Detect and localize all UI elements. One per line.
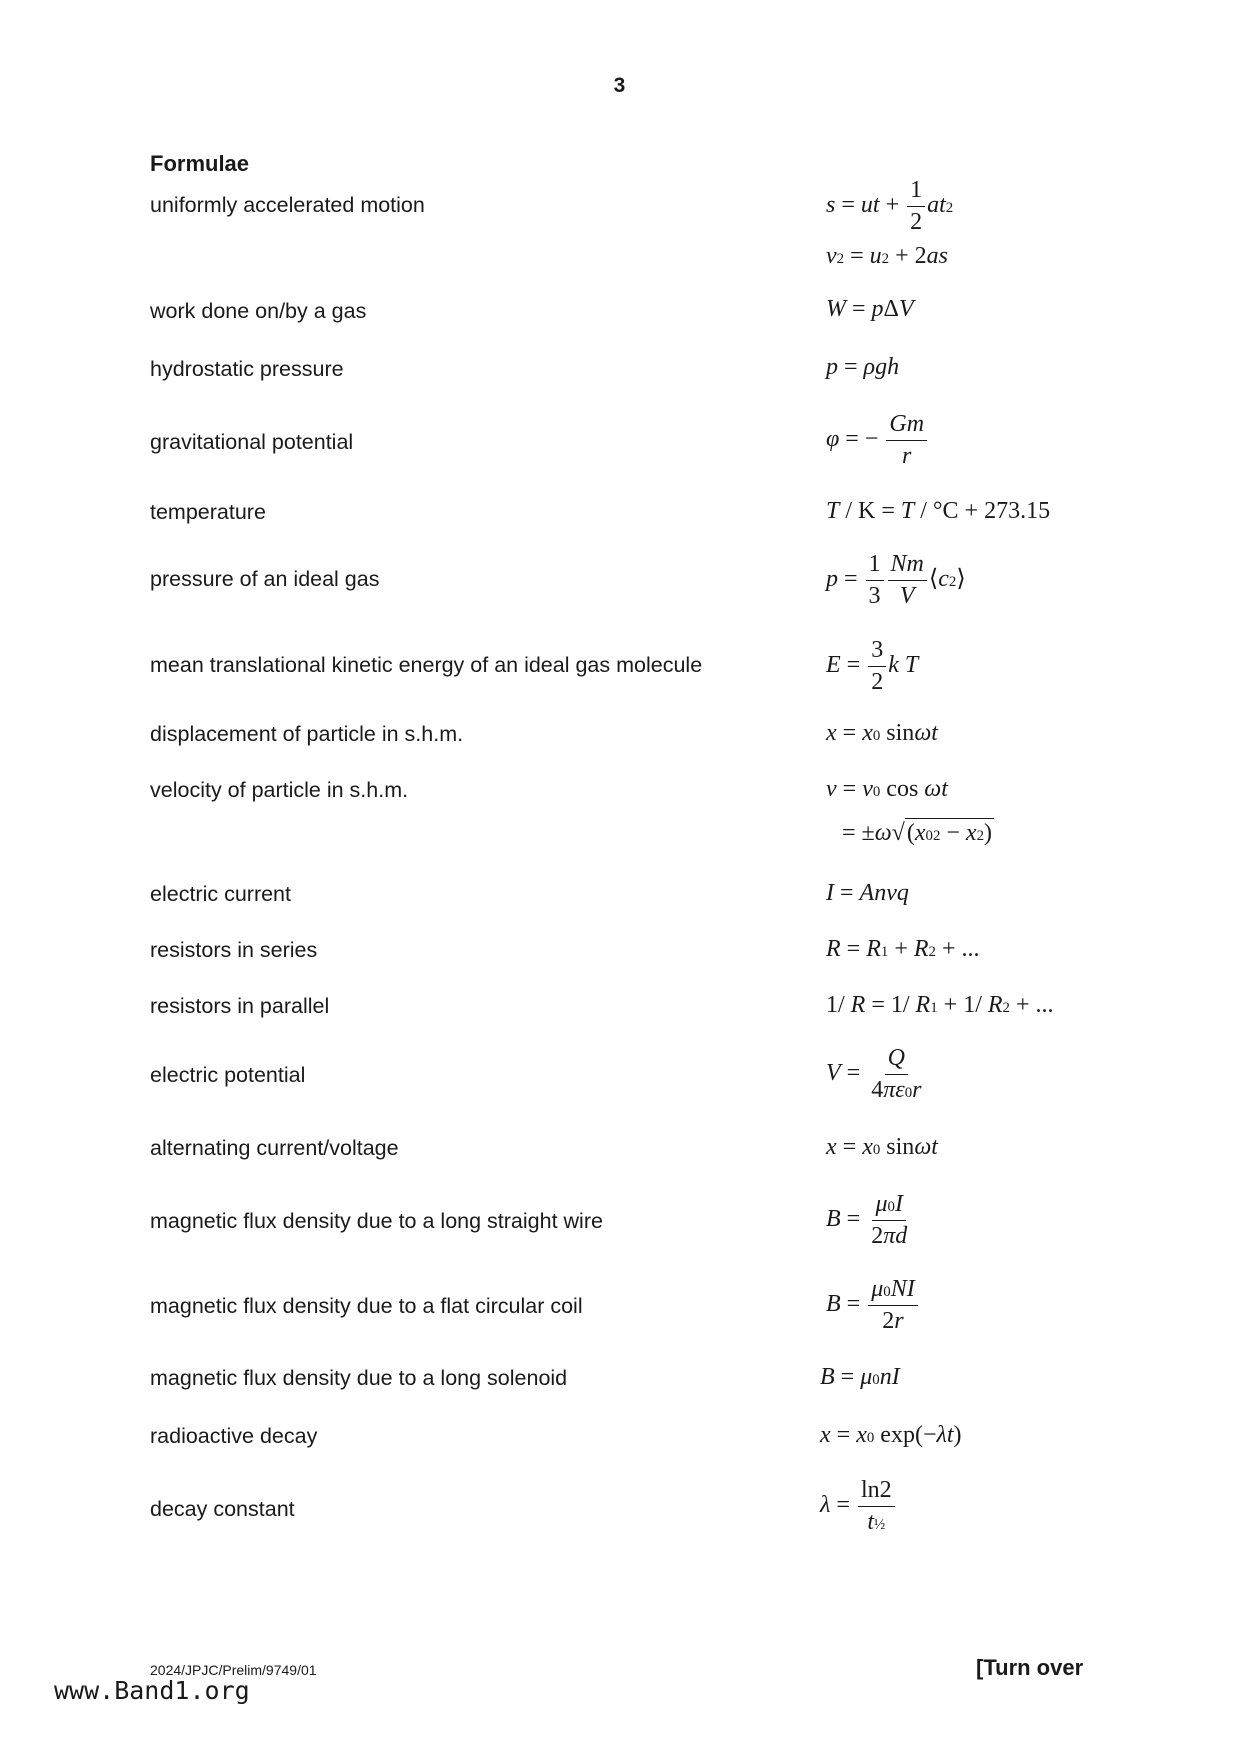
formula-label-flux-straight-wire: magnetic flux density due to a long straight wire: [150, 1209, 603, 1233]
formula-mean-kinetic-energy: E = $\frac{3}{2}$ k T: [826, 637, 919, 696]
formula-label-ideal-gas-pressure: pressure of an ideal gas: [150, 567, 380, 591]
formula-shm-displacement: $x = x_0$ sinωt: [826, 720, 938, 746]
formula-gravitational-potential: φ = − $\frac{Gm}{r}$: [826, 412, 929, 469]
formula-label-hydrostatic-pressure: hydrostatic pressure: [150, 357, 344, 381]
formula-ideal-gas-pressure: p = $\frac{1}{3}$ $\frac{Nm}{V}$ $⟨c^2⟩$: [826, 551, 966, 610]
formula-alternating-current: $x = x_0$ sinωt: [826, 1134, 938, 1160]
formula-label-electric-current: electric current: [150, 882, 291, 906]
formula-label-flux-solenoid: magnetic flux density due to a long solenoid: [150, 1366, 568, 1390]
formula-electric-potential: V = $\frac{Q}{4\pi\varepsilon_0r}$: [826, 1045, 922, 1104]
formula-resistors-parallel: 1/ R = 1/ $R_1 + 1/$ $R_2$ + ...: [826, 992, 1054, 1018]
formula-suvat-velocity: $v^2 = u^2 + 2as$: [826, 243, 948, 269]
formula-suvat-displacement: s = ut + $\frac{1}{2}$ $at^2$: [826, 177, 954, 236]
formula-label-gravitational-potential: gravitational potential: [150, 430, 354, 454]
formula-label-uniformly-accelerated-motion: uniformly accelerated motion: [150, 193, 425, 217]
formula-label-resistors-parallel: resistors in parallel: [150, 994, 330, 1018]
paper-code: 2024/JPJC/Prelim/9749/01: [150, 1662, 317, 1678]
formula-label-resistors-series: resistors in series: [150, 938, 318, 962]
formula-label-shm-displacement: displacement of particle in s.h.m.: [150, 722, 464, 746]
formula-hydrostatic-pressure: p = ρgh: [826, 354, 900, 380]
formula-temperature: T / K = T / °C + 273.15: [826, 498, 1051, 524]
formula-electric-current: I = Anvq: [826, 880, 909, 906]
formula-label-decay-constant: decay constant: [150, 1497, 295, 1521]
formula-label-alternating-current: alternating current/voltage: [150, 1136, 399, 1160]
formula-shm-velocity: $v = v_0$ cos ωt: [826, 776, 948, 802]
formula-flux-circular-coil: B = $\frac{\mu_0NI}{2r}$: [826, 1277, 920, 1334]
formula-radioactive-decay: $x = x_0$ exp(−λt): [820, 1422, 962, 1448]
formula-flux-straight-wire: B = $\frac{\mu_0I}{2\pi d}$: [826, 1191, 908, 1250]
formula-label-electric-potential: electric potential: [150, 1063, 306, 1087]
formula-work-done-gas: W = pΔV: [826, 296, 914, 322]
formula-flux-solenoid: $B = \mu_0nI$: [820, 1364, 900, 1390]
formula-label-mean-kinetic-energy: mean translational kinetic energy of an ideal gas molecule: [150, 653, 703, 677]
page-number: 3: [613, 74, 626, 97]
formula-decay-constant: λ = $\frac{\ln 2}{t_{\frac{1}{2}}}$: [820, 1478, 897, 1535]
formulae-heading: Formulae: [150, 151, 250, 176]
turn-over-label: [Turn over: [976, 1655, 1084, 1680]
formula-label-shm-velocity: velocity of particle in s.h.m.: [150, 778, 409, 802]
formula-label-flux-circular-coil: magnetic flux density due to a flat circular coil: [150, 1294, 583, 1318]
watermark-url: www.Band1.org: [54, 1676, 250, 1705]
formula-label-temperature: temperature: [150, 500, 266, 524]
formula-label-work-done-gas: work done on/by a gas: [150, 299, 367, 323]
formula-resistors-series: $R = R_1 + R_2$ + ...: [826, 936, 980, 962]
formula-label-radioactive-decay: radioactive decay: [150, 1424, 318, 1448]
formula-shm-velocity-alt: = $\pm\omega√(x_0^2 - x^2)$: [842, 820, 993, 846]
